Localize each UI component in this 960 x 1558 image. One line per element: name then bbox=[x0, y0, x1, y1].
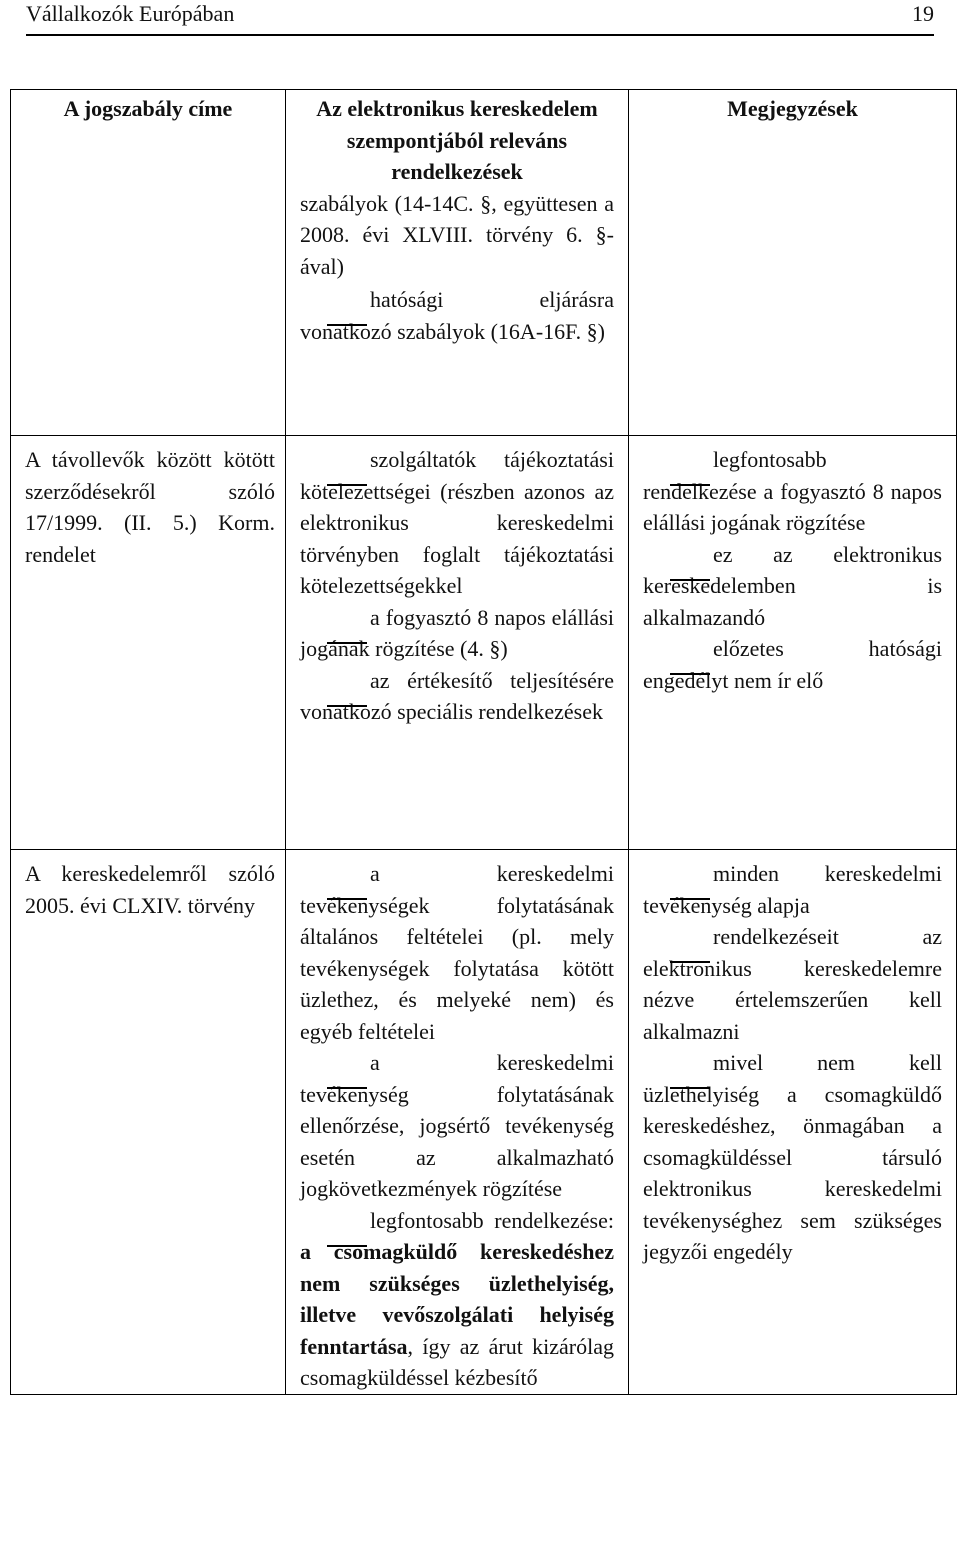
law-title: A kereskedelemről szóló 2005. évi CLXIV. törvény bbox=[25, 861, 275, 918]
list-item: minden kereskedelmi tevékenység alapja bbox=[643, 861, 942, 918]
table-row bbox=[11, 850, 957, 1395]
list-item: szolgáltatók tájékoztatási kötelezettségei (részben azonos az elektronikus kereskedelmi törvényben foglalt tájékoztatási kötelezettségekkel bbox=[300, 447, 614, 598]
table-row bbox=[11, 436, 957, 850]
running-header bbox=[26, 0, 934, 36]
table-cell bbox=[286, 90, 629, 436]
law-title: A távollevők között kötött szerződésekről szóló 17/1999. (II. 5.) Korm. rendelet bbox=[25, 447, 275, 567]
list-item: a fogyasztó 8 napos elállási jogának rögzítése (4. §) bbox=[300, 604, 614, 661]
column-header-title: A jogszabály címe bbox=[63, 96, 233, 121]
table-cell bbox=[286, 850, 629, 1395]
list-item: legfontosabb rendelkezése: a csomagküldő kereskedéshez nem szükséges üzlethelyiség, illetve vevőszolgálati helyiség fenntartása, így az árut kizárólag csomagküldéssel kézbesítő bbox=[300, 1207, 614, 1390]
emphasis-text: a csomagküldő kereskedéshez nem szükséges üzlethelyiség, illetve vevőszolgálati helyiség fenntartása bbox=[300, 1239, 614, 1359]
list-item: ez az elektronikus kereskedelemben is alkalmazandó bbox=[643, 541, 942, 630]
list-item: előzetes hatósági engedélyt nem ír elő bbox=[643, 636, 942, 693]
running-header-title: Vállalkozók Európában bbox=[26, 1, 235, 26]
list-item: legfontosabb rendelkezése a fogyasztó 8 napos elállási jogának rögzítése bbox=[643, 447, 942, 535]
page-number: 19 bbox=[912, 1, 934, 26]
provision-continued: szabályok (14-14C. §, együttesen a 2008. évi XLVIII. törvény 6. §-ával) bbox=[300, 190, 614, 279]
column-header-provisions: Az elektronikus kereskedelem szempontjából releváns rendelkezések bbox=[316, 96, 598, 184]
table-cell bbox=[11, 436, 286, 850]
table-cell bbox=[286, 436, 629, 850]
legislation-table bbox=[10, 89, 957, 1395]
column-header-notes: Megjegyzések bbox=[727, 96, 858, 121]
table-cell bbox=[11, 850, 286, 1395]
list-item: az értékesítő teljesítésére vonatkozó speciális rendelkezések bbox=[300, 667, 614, 724]
table-cell bbox=[629, 90, 957, 436]
table-cell bbox=[11, 90, 286, 436]
list-item: rendelkezéseit az elektronikus kereskedelemre nézve értelemszerűen kell alkalmazni bbox=[643, 924, 942, 1044]
list-item: a kereskedelmi tevékenység folytatásának ellenőrzése, jogsértő tevékenység esetén az alkalmazható jogkövetkezmények rögzítése bbox=[300, 1050, 614, 1201]
table-cell bbox=[629, 436, 957, 850]
list-item: mivel nem kell üzlethelyiség a csomagküldő kereskedéshez, önmagában a csomagküldéssel társuló elektronikus kereskedelmi tevékenységhez sem szükséges jegyzői engedély bbox=[643, 1050, 942, 1264]
table-row bbox=[11, 90, 957, 436]
list-item: hatósági eljárásra vonatkozó szabályok (16A-16F. §) bbox=[300, 287, 614, 344]
list-item: a kereskedelmi tevékenységek folytatásának általános feltételei (pl. mely tevékenységek folytatása kötött üzlethez, és melyeké nem) és egyéb feltételei bbox=[300, 861, 614, 1044]
table-cell bbox=[629, 850, 957, 1395]
